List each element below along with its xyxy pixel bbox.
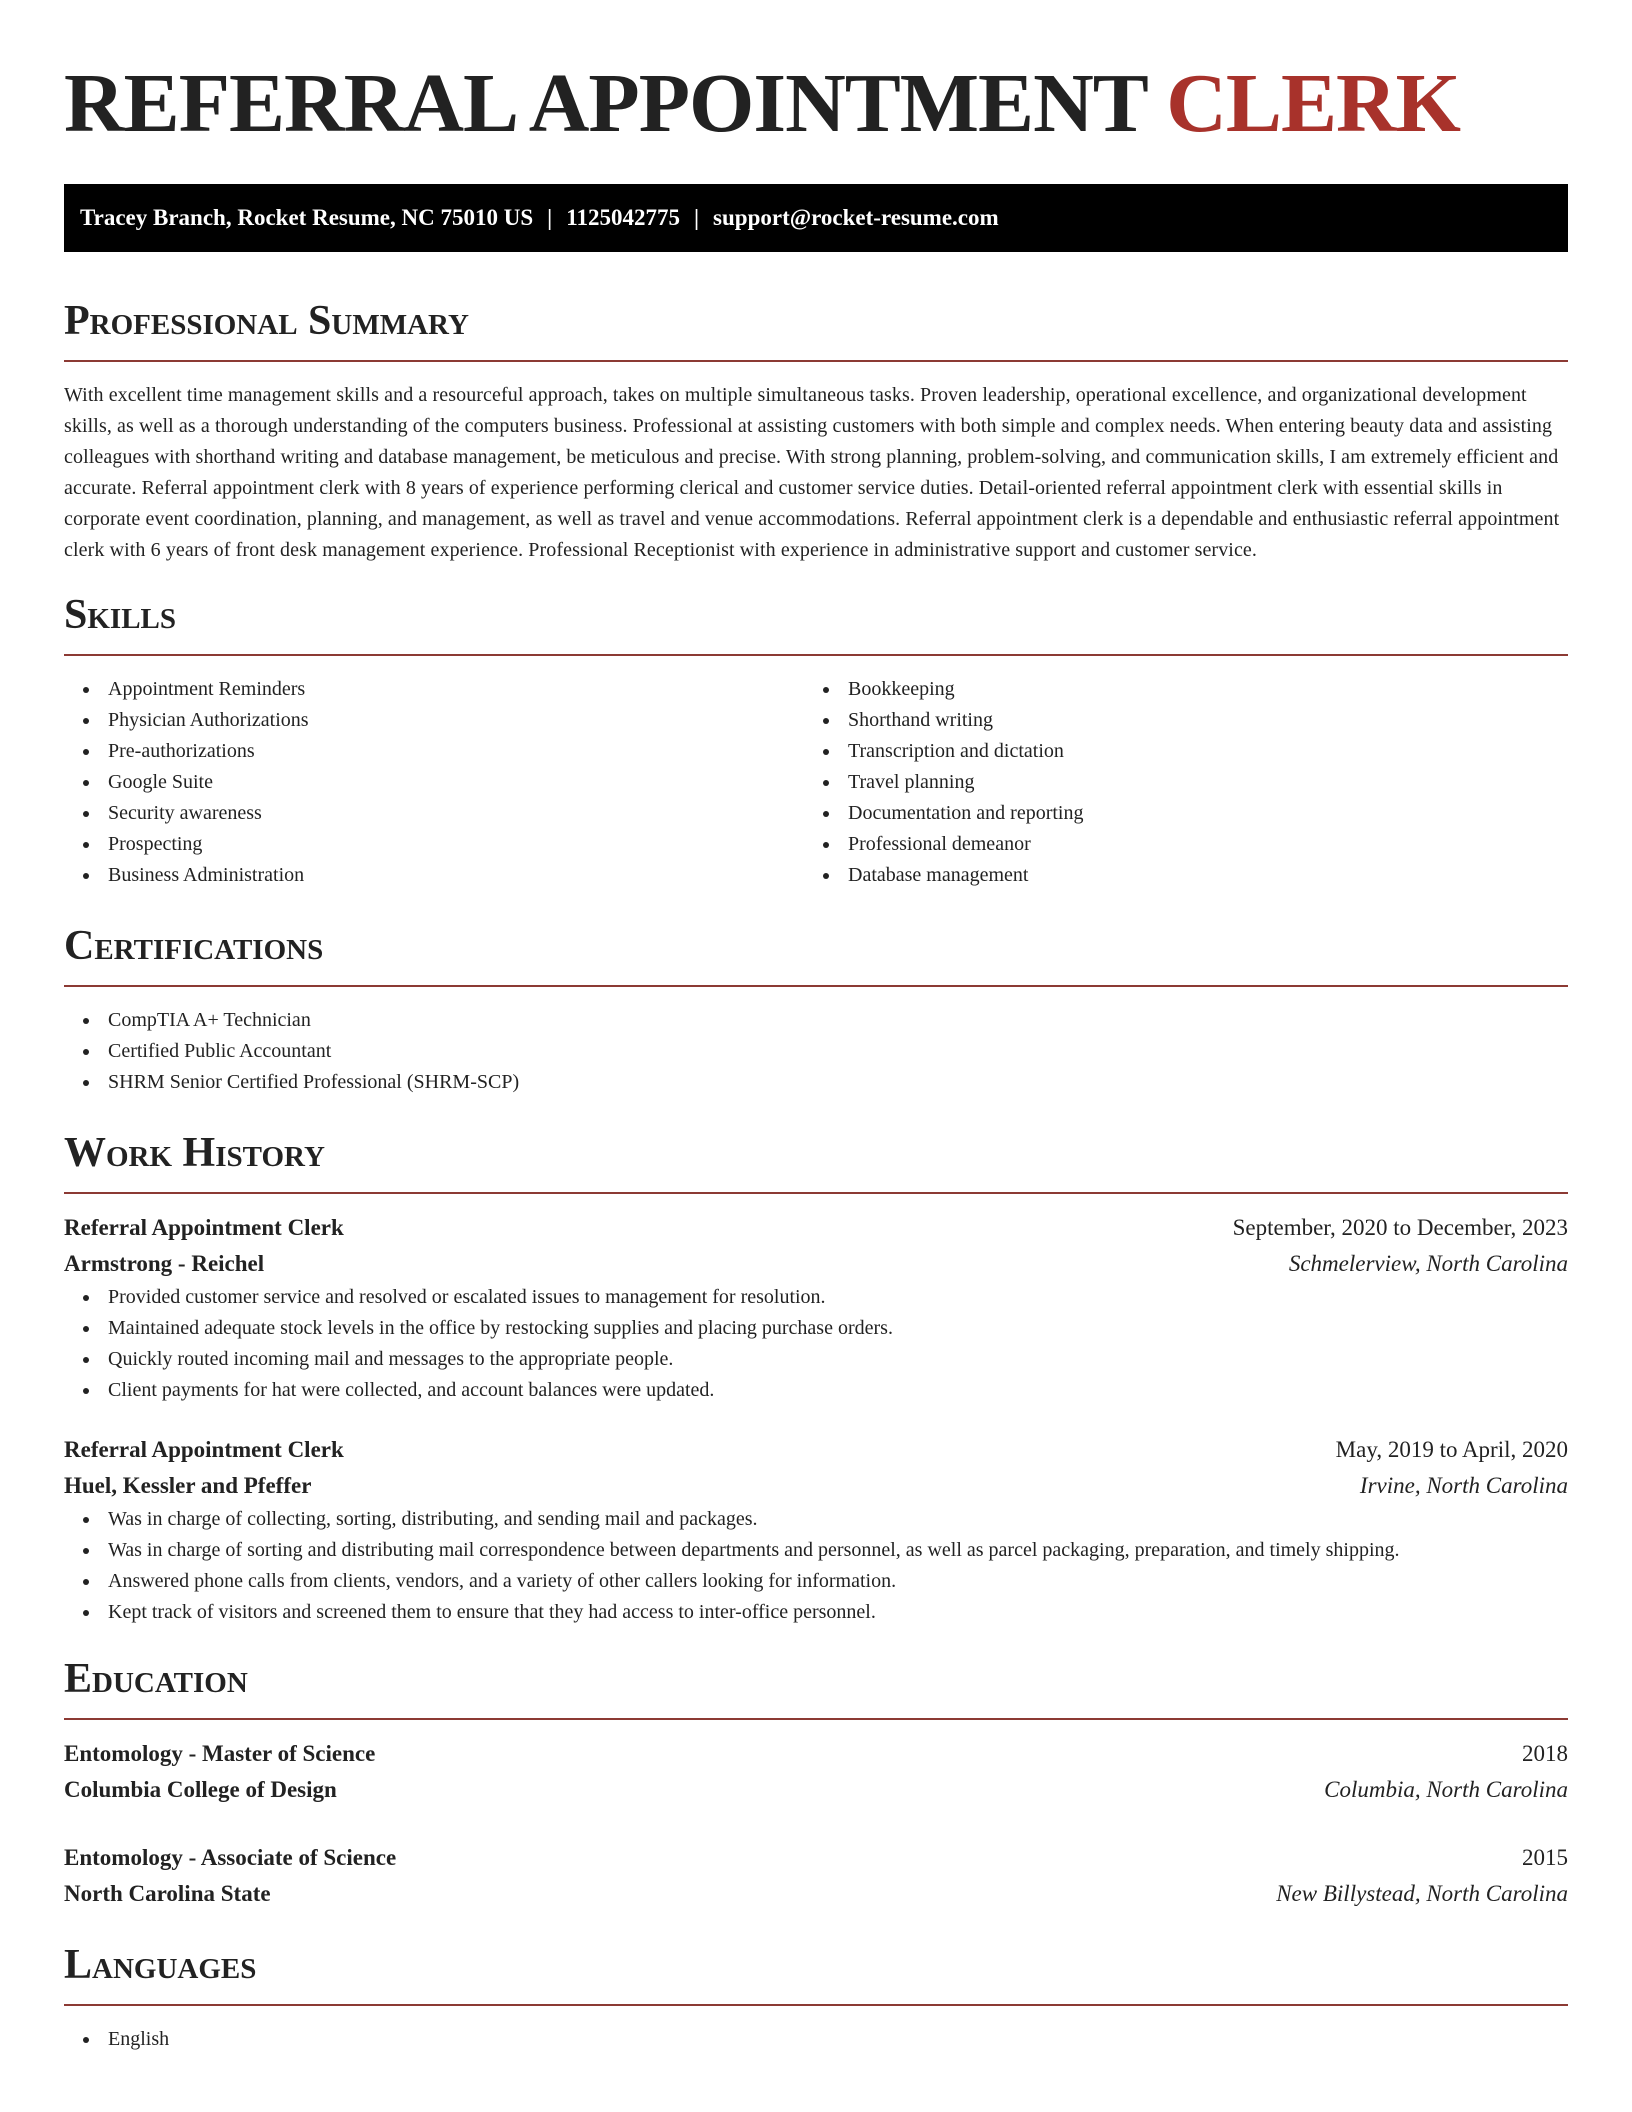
education-entry (64, 1840, 1568, 1912)
skill-item: Bookkeeping (804, 674, 1544, 705)
skill-item: Security awareness (64, 798, 804, 829)
job-location: Irvine, North Carolina (1359, 1473, 1568, 1498)
job-entry (64, 1210, 1568, 1406)
job-location: Schmelerview, North Carolina (1288, 1251, 1568, 1276)
job-duty-item: Was in charge of collecting, sorting, distributing, and sending mail and packages. (64, 1504, 1568, 1535)
certification-item: CompTIA A+ Technician (64, 1005, 1568, 1036)
contact-phone: 1125042775 (566, 205, 680, 230)
skill-item: Documentation and reporting (804, 798, 1544, 829)
skill-item: Professional demeanor (804, 829, 1544, 860)
job-duty-item: Provided customer service and resolved or escalated issues to management for resolution. (64, 1282, 1568, 1313)
job-duty-item: Maintained adequate stock levels in the office by restocking supplies and placing purchase orders. (64, 1313, 1568, 1344)
language-item: English (64, 2024, 1568, 2055)
section-divider (64, 1192, 1568, 1194)
certification-item: SHRM Senior Certified Professional (SHRM-SCP) (64, 1067, 1568, 1098)
skills-list-right (804, 674, 1544, 891)
skill-item: Database management (804, 860, 1544, 891)
job-duties-list (64, 1282, 1568, 1406)
job-duty-item: Answered phone calls from clients, vendors, and a variety of other callers looking for information. (64, 1566, 1568, 1597)
skill-item: Travel planning (804, 767, 1544, 798)
skill-item: Shorthand writing (804, 705, 1544, 736)
education-location: New Billystead, North Carolina (1276, 1881, 1568, 1906)
skill-item: Business Administration (64, 860, 804, 891)
job-dates: September, 2020 to December, 2023 (1232, 1215, 1568, 1240)
contact-address: Tracey Branch, Rocket Resume, NC 75010 US (80, 205, 534, 230)
education-school: Columbia College of Design (64, 1777, 337, 1802)
languages-list (64, 2024, 1568, 2055)
skill-item: Google Suite (64, 767, 804, 798)
job-company: Huel, Kessler and Pfeffer (64, 1473, 312, 1498)
section-title-certifications: Certifications (64, 923, 324, 969)
education-school: North Carolina State (64, 1881, 271, 1906)
contact-email: support@rocket-resume.com (713, 205, 999, 230)
job-duty-item: Was in charge of sorting and distributing mail correspondence between departments and personnel, as well as parcel packaging, preparation, and timely shipping. (64, 1535, 1568, 1566)
resume-page (64, 0, 1568, 2055)
languages-section (64, 1940, 1568, 2055)
contact-bar (64, 184, 1568, 252)
education-section (64, 1654, 1568, 1912)
education-year: 2015 (1522, 1845, 1568, 1870)
section-title-education: Education (64, 1656, 248, 1702)
certifications-section (64, 921, 1568, 1098)
section-divider (64, 985, 1568, 987)
contact-separator: | (547, 205, 553, 230)
resume-title (64, 0, 1568, 150)
section-divider (64, 654, 1568, 656)
skill-item: Pre-authorizations (64, 736, 804, 767)
title-main: REFERRAL APPOINTMENT (64, 57, 1147, 150)
skill-item: Transcription and dictation (804, 736, 1544, 767)
skills-section (64, 590, 1568, 891)
job-duties-list (64, 1504, 1568, 1628)
job-dates: May, 2019 to April, 2020 (1335, 1437, 1568, 1462)
certification-item: Certified Public Accountant (64, 1036, 1568, 1067)
section-title-skills: Skills (64, 592, 177, 638)
section-title-summary: Professional Summary (64, 298, 469, 344)
work-history-section (64, 1128, 1568, 1628)
job-entry (64, 1432, 1568, 1628)
section-divider (64, 1718, 1568, 1720)
skills-grid (64, 674, 1568, 891)
certifications-list (64, 1005, 1568, 1098)
section-title-work-history: Work History (64, 1130, 325, 1176)
contact-separator: | (693, 205, 700, 230)
education-location: Columbia, North Carolina (1324, 1777, 1568, 1802)
job-company: Armstrong - Reichel (64, 1251, 265, 1276)
job-duty-item: Kept track of visitors and screened them to ensure that they had access to inter-office personnel. (64, 1597, 1568, 1628)
section-divider (64, 360, 1568, 362)
summary-section (64, 296, 1568, 566)
job-duty-item: Quickly routed incoming mail and messages to the appropriate people. (64, 1344, 1568, 1375)
education-degree: Entomology - Master of Science (64, 1741, 376, 1766)
skill-item: Appointment Reminders (64, 674, 804, 705)
section-divider (64, 2004, 1568, 2006)
job-title: Referral Appointment Clerk (64, 1437, 344, 1462)
skill-item: Physician Authorizations (64, 705, 804, 736)
education-degree: Entomology - Associate of Science (64, 1845, 397, 1870)
education-year: 2018 (1522, 1741, 1568, 1766)
job-title: Referral Appointment Clerk (64, 1215, 344, 1240)
education-entry (64, 1736, 1568, 1808)
skill-item: Prospecting (64, 829, 804, 860)
skills-list-left (64, 674, 804, 891)
summary-text: With excellent time management skills and a resourceful approach, takes on multiple simultaneous tasks. Proven leadership, operational excellence, and organizational development skills, as well as a thorough understanding of the computers business. Professional at assisting customers with both simple and complex needs. When entering beauty data and assisting colleagues with shorthand writing and database management, be meticulous and precise. With strong planning, problem-solving, and communication skills, I am extremely efficient and accurate. Referral appointment clerk with 8 years of experience performing clerical and customer service duties. Detail-oriented referral appointment clerk with essential skills in corporate event coordination, planning, and management, as well as travel and venue accommodations. Referral appointment clerk is a dependable and enthusiastic referral appointment clerk with 6 years of front desk management experience. Professional Receptionist with experience in administrative support and customer service. (64, 384, 1560, 561)
section-title-languages: Languages (64, 1942, 257, 1988)
job-duty-item: Client payments for hat were collected, and account balances were updated. (64, 1375, 1568, 1406)
title-accent: CLERK (1166, 57, 1460, 150)
